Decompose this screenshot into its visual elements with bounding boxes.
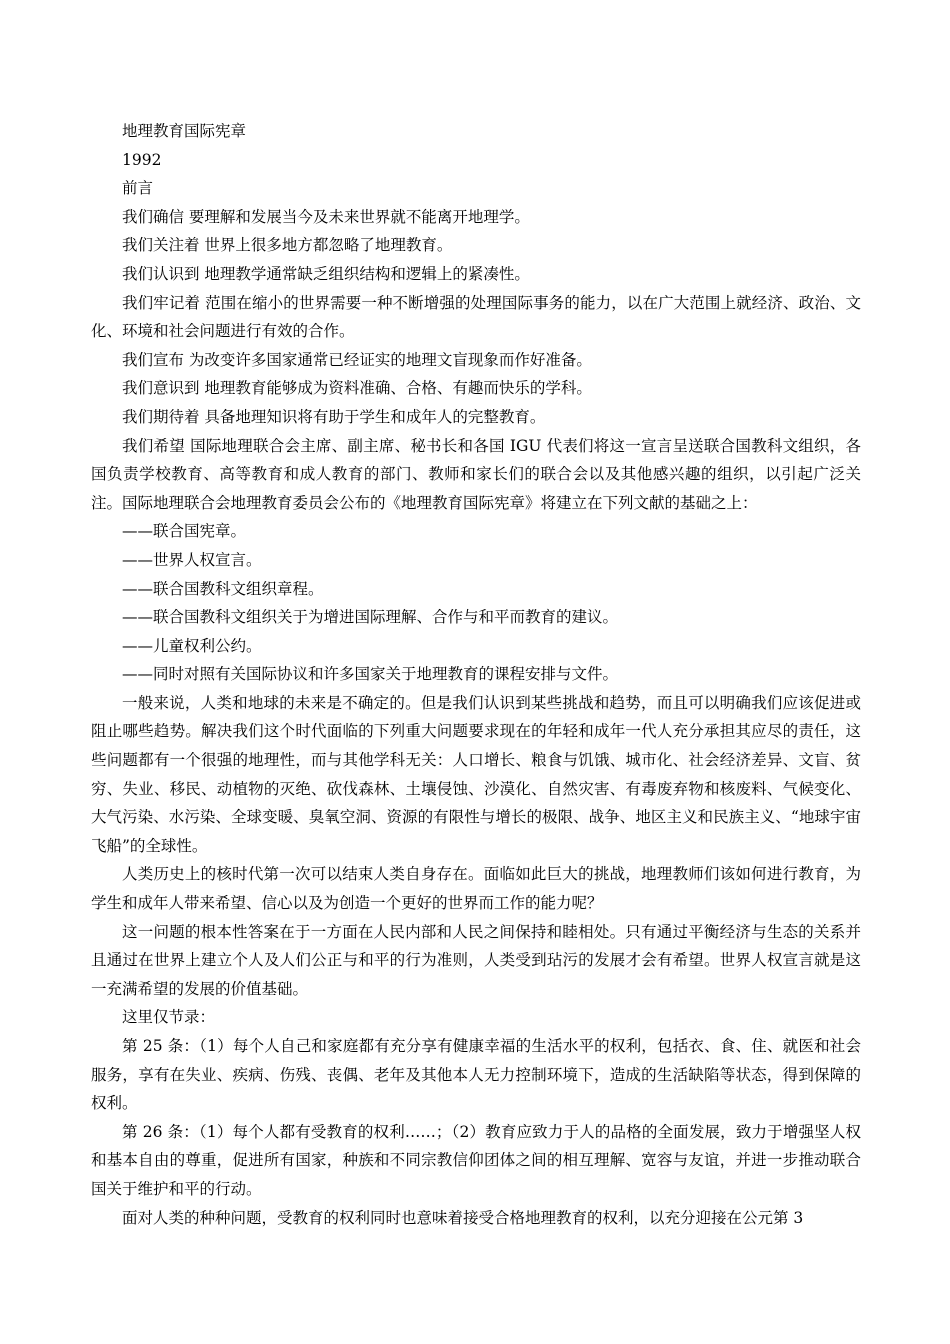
paragraph-hope: 我们希望 国际地理联合会主席、副主席、秘书长和各国 IGU 代表们将这一宣言呈送联合国教科文组织，各国负责学校教育、高等教育和成人教育的部门、教师和家长们的联合会以及其他感兴趣的组织，以引起广泛关注。国际地理联合会地理教育委员会公布的《地理教育国际宪章》将建立在下列文献的基础之上： <box>91 436 861 512</box>
paragraph-belief: 我们确信 要理解和发展当今及未来世界就不能离开地理学。 <box>122 207 530 226</box>
paragraph-awareness: 我们意识到 地理教育能够成为资料准确、合格、有趣而快乐的学科。 <box>122 379 592 398</box>
article-26-prefix: 第 26 条： <box>122 1122 199 1141</box>
paragraph-mindful: 我们牢记着 范围在缩小的世界需要一种不断增强的处理国际事务的能力，以在广大范围上就经济、政治、文化、环境和社会问题进行有效的合作。 <box>91 293 861 341</box>
paragraph-answer: 这一问题的根本性答案在于一方面在人民内部和人民之间保持和睦相处。只有通过平衡经济与生态的关系并且通过在世界上建立个人及人们公正与和平的行为准则，人类受到玷污的发展才会有希望。世界人权宣言就是这一充满希望的发展的价值基础。 <box>91 922 861 998</box>
document-title: 地理教育国际宪章 <box>122 122 247 140</box>
paragraph-concern: 我们关注着 世界上很多地方都忽略了地理教育。 <box>122 236 453 255</box>
paragraph-excerpt-intro: 这里仅节录： <box>122 1008 216 1027</box>
list-item-agreements: ——同时对照有关国际协议和许多国家关于地理教育的课程安排与文件。 <box>122 665 619 684</box>
article-26-text: （1）每个人都有受教育的权利……；（2）教育应致力于人的品格的全面发展，致力于增强坚人权和基本自由的尊重，促进所有国家，种族和不同宗教信仰团体之间的相互理解、宽容与友谊，并进一步推动联合国关于维护和平的行动。 <box>91 1122 861 1198</box>
list-item-child-rights: ——儿童权利公约。 <box>122 636 262 655</box>
paragraph-right-to-education: 面对人类的种种问题，受教育的权利同时也意味着接受合格地理教育的权利，以充分迎接在公元第 3 <box>122 1208 804 1227</box>
paragraph-nuclear-age: 人类历史上的核时代第一次可以结束人类自身存在。面临如此巨大的挑战，地理教师们该如何进行教育，为学生和成年人带来希望、信心以及为创造一个更好的世界而工作的能力呢？ <box>91 865 861 913</box>
paragraph-recognition: 我们认识到 地理教学通常缺乏组织结构和逻辑上的紧凑性。 <box>122 264 530 283</box>
paragraph-article-26 <box>91 1118 861 1204</box>
paragraph-declaration: 我们宣布 为改变许多国家通常已经证实的地理文盲现象而作好准备。 <box>122 350 592 369</box>
paragraph-challenges: 一般来说，人类和地球的未来是不确定的。但是我们认识到某些挑战和趋势，而且可以明确我们应该促进或阻止哪些趋势。解决我们这个时代面临的下列重大问题要求现在的年轻和成年一代人充分承担其应尽的责任，这些问题都有一个很强的地理性，而与其他学科无关：人口增长、粮食与饥饿、城市化、社会经济差异、文盲、贫穷、失业、移民、动植物的灭绝、砍伐森林、土壤侵蚀、沙漠化、自然灾害、有毒废弃物和核废料、气候变化、大气污染、水污染、全球变暖、臭氧空洞、资源的有限性与增长的极限、战争、地区主义和民族主义、“地球宇宙飞船”的全球性。 <box>91 693 861 855</box>
list-item-un-charter: ——联合国宪章。 <box>122 522 247 541</box>
paragraph-article-25: 第 25 条：（1）每个人自己和家庭都有充分享有健康幸福的生活水平的权利，包括衣、食、住、就医和社会服务，享有在失业、疾病、伤残、丧偶、老年及其他本人无力控制环境下，造成的生活缺陷等状态，得到保障的权利。 <box>91 1037 861 1113</box>
paragraph-expectation: 我们期待着 具备地理知识将有助于学生和成年人的完整教育。 <box>122 407 546 426</box>
list-item-unesco-constitution: ——联合国教科文组织章程。 <box>122 579 324 598</box>
list-item-unesco-recommendation: ——联合国教科文组织关于为增进国际理解、合作与和平而教育的建议。 <box>122 608 619 627</box>
document-year: 1992 <box>122 150 162 169</box>
list-item-human-rights: ——世界人权宣言。 <box>122 550 262 569</box>
section-heading: 前言 <box>122 179 154 198</box>
document-body <box>91 117 861 1232</box>
